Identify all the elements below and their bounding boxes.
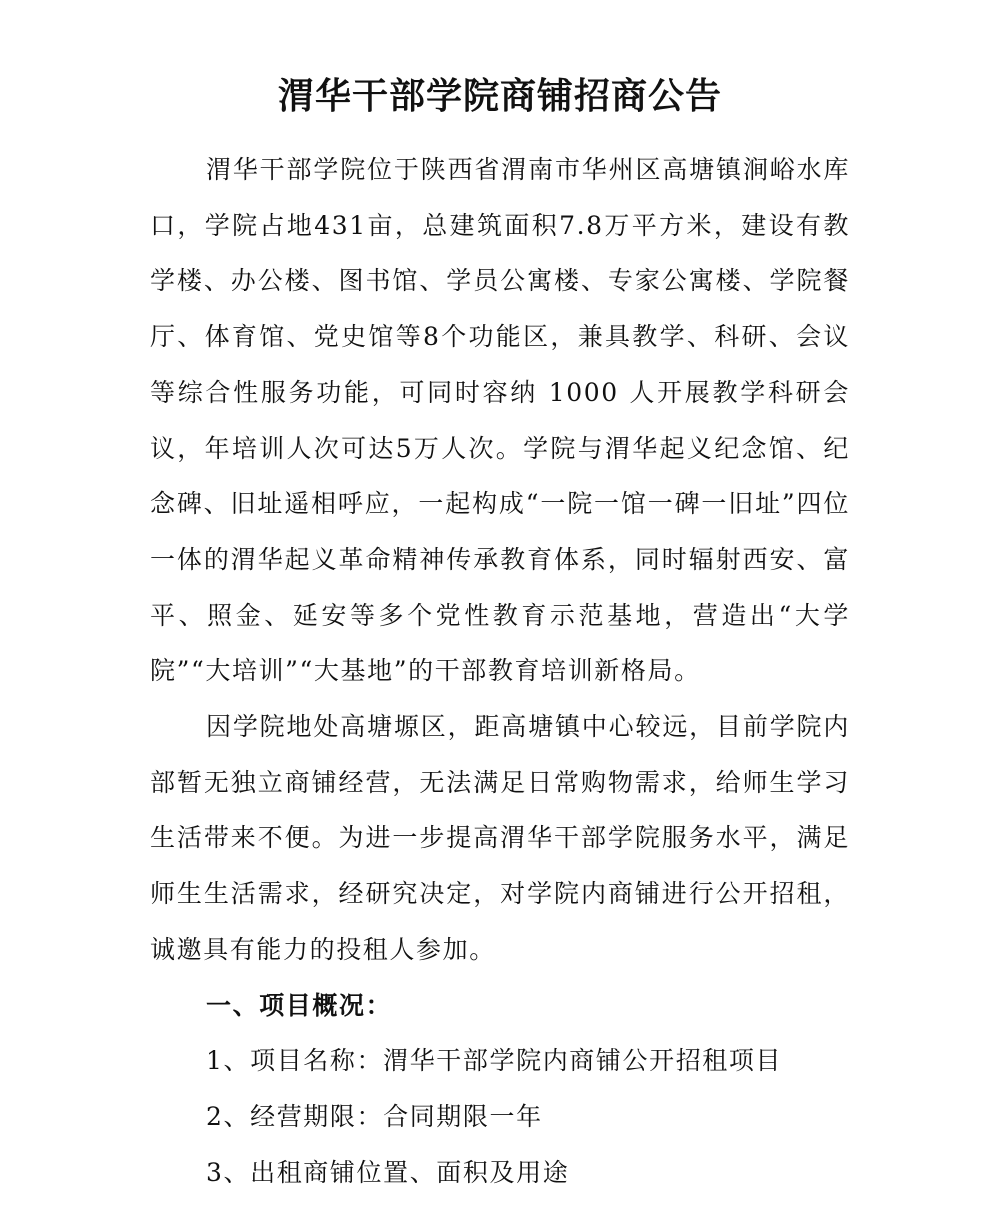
document-body xyxy=(150,142,850,1200)
list-item-project-name: 1、项目名称：渭华干部学院内商铺公开招租项目 xyxy=(206,1046,783,1076)
document-title: 渭华干部学院商铺招商公告 xyxy=(277,75,722,117)
section-heading-project-overview: 一、项目概况： xyxy=(206,990,393,1020)
list-item-operation-period: 2、经营期限：合同期限一年 xyxy=(206,1101,543,1131)
intro-paragraph: 渭华干部学院位于陕西省渭南市华州区高塘镇涧峪水库口，学院占地431亩，总建筑面积7.8万平方米，建设有教学楼、办公楼、图书馆、学员公寓楼、专家公寓楼、学院餐厅、体育馆、党史馆等8个功能区，兼具教学、科研、会议等综合性服务功能，可同时容纳 1000 人开展教学科研会议，年培训人次可达5万人次。学院与渭华起义纪念馆、纪念碑、旧址遥相呼应，一起构成“一院一馆一碑一旧址”四位一体的渭华起义革命精神传承教育体系，同时辐射西安、富平、照金、延安等多个党性教育示范基地，营造出“大学院”“大培训”“大基地”的干部教育培训新格局。 xyxy=(150,155,850,686)
background-paragraph: 因学院地处高塘塬区，距高塘镇中心较远，目前学院内部暂无独立商铺经营，无法满足日常购物需求，给师生学习生活带来不便。为进一步提高渭华干部学院服务水平，满足师生生活需求，经研究决定，对学院内商铺进行公开招租，诚邀具有能力的投租人参加。 xyxy=(150,712,850,964)
list-item-shop-location-area-use: 3、出租商铺位置、面积及用途 xyxy=(206,1157,570,1187)
